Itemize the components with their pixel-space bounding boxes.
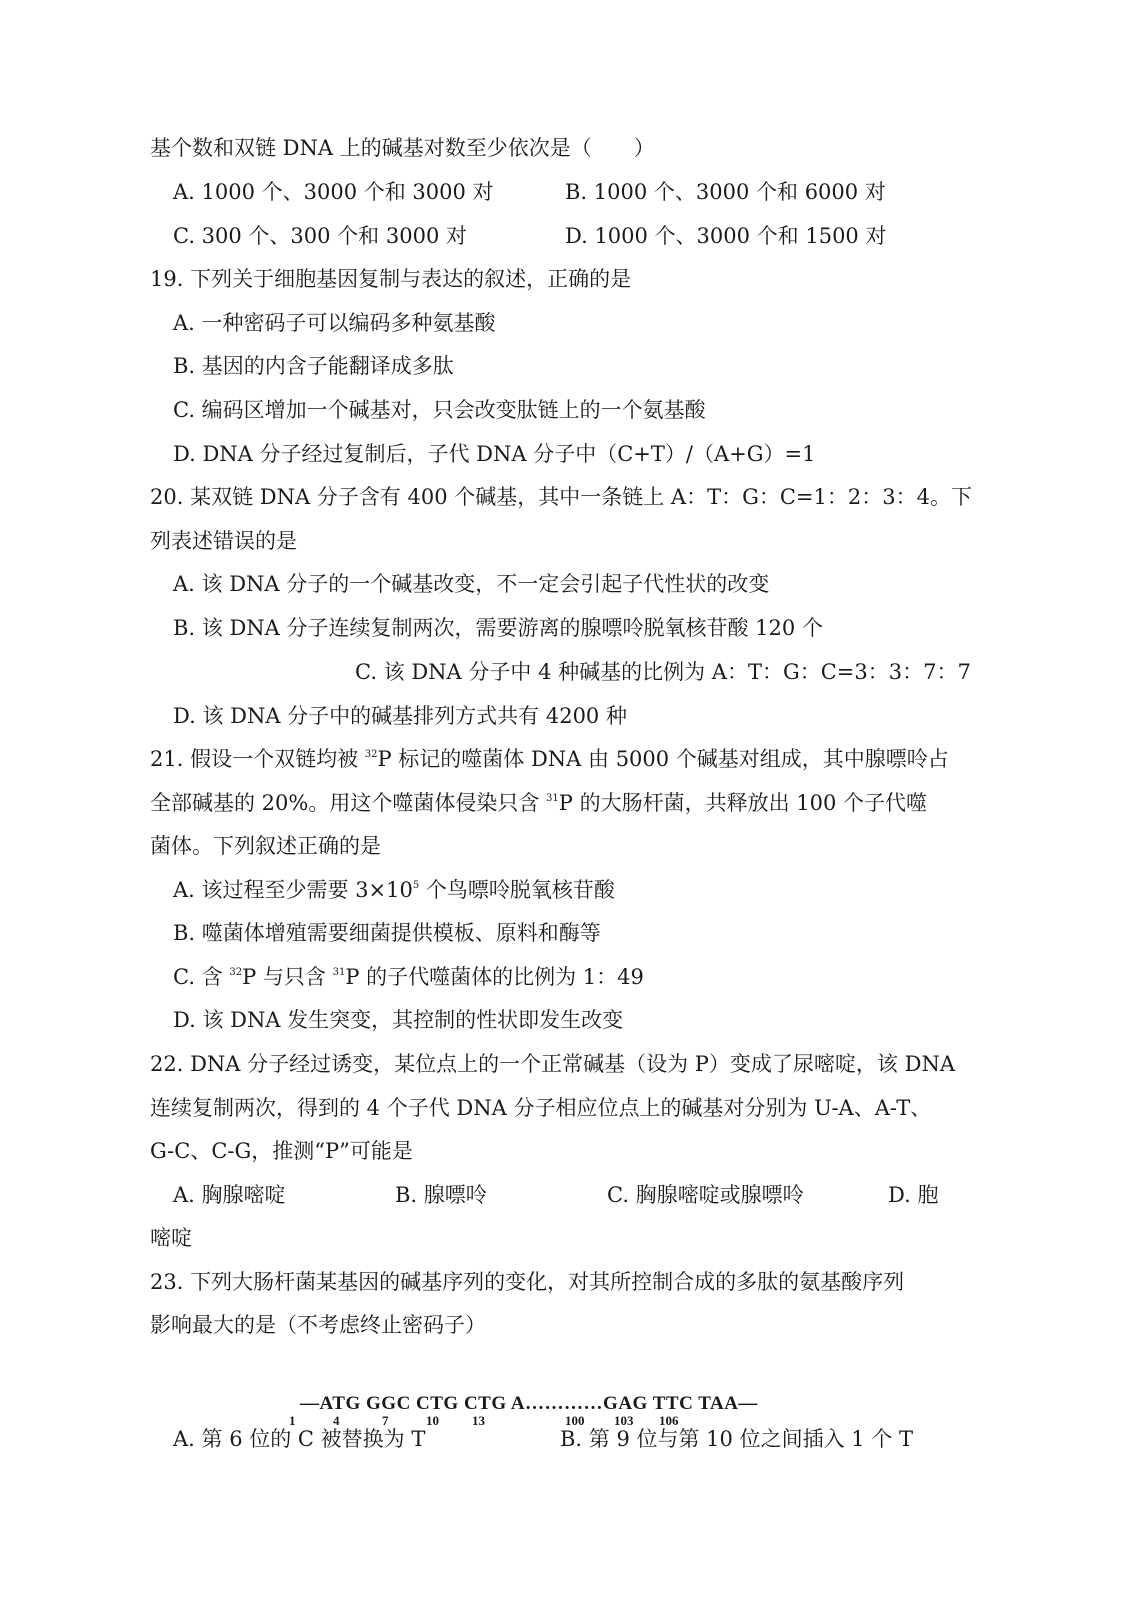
- q23-stem-line1: 23. 下列大肠杆菌某基因的碱基序列的变化，对其所控制合成的多肽的氨基酸序列: [150, 1270, 905, 1294]
- position-label: 10: [426, 1413, 439, 1428]
- q20-stem-line1: 20. 某双链 DNA 分子含有 400 个碱基，其中一条链上 A：T：G：C=1：2：3：4。下: [150, 485, 972, 509]
- q23-option-a: A. 第 6 位的 C 被替换为 T: [173, 1427, 426, 1451]
- q22-option-d-wrap: 嘧啶: [150, 1226, 192, 1250]
- q20-option-c: C. 该 DNA 分子中 4 种碱基的比例为 A：T：G：C=3：3：7：7: [355, 660, 971, 684]
- q19-option-a: A. 一种密码子可以编码多种氨基酸: [173, 311, 496, 335]
- q19-option-b: B. 基因的内含子能翻译成多肽: [173, 354, 454, 378]
- q18-option-b: B. 1000 个、3000 个和 6000 对: [565, 180, 886, 204]
- q21-stem-line3: 菌体。下列叙述正确的是: [150, 834, 381, 858]
- position-label: 103: [614, 1413, 634, 1428]
- q18-option-d: D. 1000 个、3000 个和 1500 对: [565, 224, 887, 248]
- q20-option-d: D. 该 DNA 分子中的碱基排列方式共有 4200 种: [173, 704, 627, 728]
- q23-stem-line2: 影响最大的是（不考虑终止密码子）: [150, 1313, 486, 1337]
- q22-stem-line3: G-C、C-G，推测“P”可能是: [150, 1139, 413, 1163]
- q22-stem-line2: 连续复制两次，得到的 4 个子代 DNA 分子相应位点上的碱基对分别为 U-A、A-T、: [150, 1096, 932, 1120]
- position-label: 7: [382, 1413, 389, 1428]
- q20-stem-line2: 列表述错误的是: [150, 529, 297, 553]
- base-sequence: —ATG GGC CTG CTG A…………GAG TTC TAA—: [300, 1393, 758, 1414]
- q21-stem-line1: 21. 假设一个双链均被 $^{32}$P 标记的噬菌体 DNA 由 5000 个碱基对组成，其中腺嘌呤占: [150, 747, 949, 771]
- q21-stem-line2: 全部碱基的 20%。用这个噬菌体侵染只含 $^{31}$P 的大肠杆菌，共释放出 100 个子代噬: [150, 791, 928, 815]
- q21-option-a: A. 该过程至少需要 $3\times 10^5$ 个鸟嘌呤脱氧核苷酸: [173, 878, 615, 902]
- q18-option-c: C. 300 个、300 个和 3000 对: [173, 224, 467, 248]
- position-label: 106: [659, 1413, 679, 1428]
- q22-stem-line1: 22. DNA 分子经过诱变，某位点上的一个正常碱基（设为 P）变成了尿嘧啶，该 DNA: [150, 1052, 955, 1076]
- q22-option-d: D. 胞: [888, 1183, 939, 1207]
- q19-stem: 19. 下列关于细胞基因复制与表达的叙述，正确的是: [150, 267, 632, 291]
- q18-stem-tail: 基个数和双链 DNA 上的碱基对数至少依次是（ ）: [150, 136, 655, 160]
- q22-option-c: C. 胸腺嘧啶或腺嘌呤: [607, 1183, 804, 1207]
- position-label: 13: [472, 1413, 485, 1428]
- position-label: 1: [289, 1413, 296, 1428]
- q21-option-b: B. 噬菌体增殖需要细菌提供模板、原料和酶等: [173, 921, 601, 945]
- q20-option-a: A. 该 DNA 分子的一个碱基改变，不一定会引起子代性状的改变: [173, 572, 770, 596]
- q19-option-c: C. 编码区增加一个碱基对，只会改变肽链上的一个氨基酸: [173, 398, 706, 422]
- q18-option-a: A. 1000 个、3000 个和 3000 对: [173, 180, 494, 204]
- q22-option-a: A. 胸腺嘧啶: [173, 1183, 286, 1207]
- q20-option-b: B. 该 DNA 分子连续复制两次，需要游离的腺嘌呤脱氧核苷酸 120 个: [173, 616, 823, 640]
- position-label: 100: [565, 1413, 585, 1428]
- q21-option-d: D. 该 DNA 发生突变，其控制的性状即发生改变: [173, 1008, 624, 1032]
- q22-option-b: B. 腺嘌呤: [395, 1183, 487, 1207]
- q21-option-c: C. 含 $^{32}$P 与只含 $^{31}$P 的子代噬菌体的比例为 1：49: [173, 965, 644, 989]
- q23-option-b: B. 第 9 位与第 10 位之间插入 1 个 T: [560, 1427, 913, 1451]
- position-label: 4: [333, 1413, 340, 1428]
- q19-option-d: D. DNA 分子经过复制后，子代 DNA 分子中（C+T）/（A+G）=1: [173, 442, 816, 466]
